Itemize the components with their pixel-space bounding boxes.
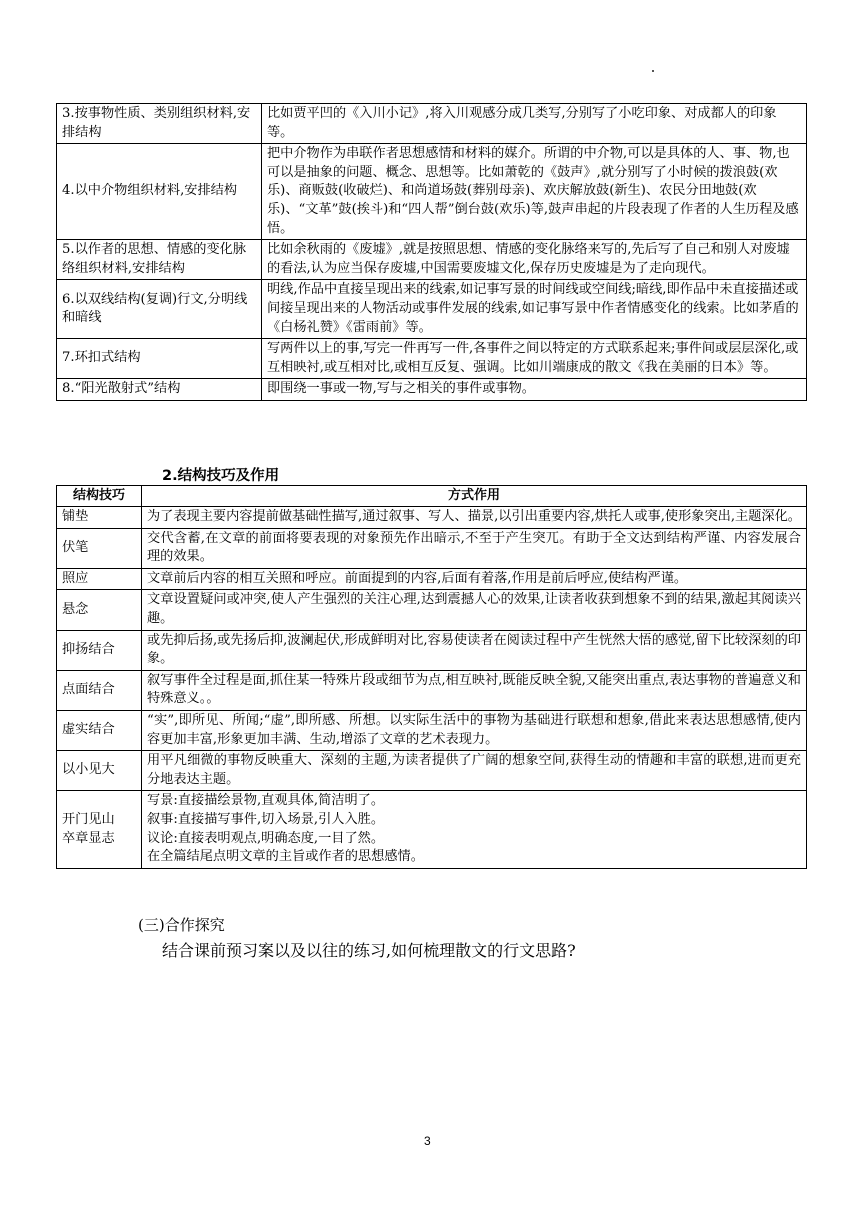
method-content: 比如余秋雨的《废墟》,就是按照思想、情感的变化脉络来写的,先后写了自己和别人对废墟的看法,认为应当保存废墟,中国需要废墟文化,保存历史废墟是为了走向现代。 — [262, 240, 807, 280]
table-row — [57, 104, 807, 144]
table-header-row — [57, 486, 807, 507]
technique-function: 文章前后内容的相互关照和呼应。前面提到的内容,后面有着落,作用是前后呼应,使结构严谨。 — [142, 568, 807, 590]
table-row — [57, 240, 807, 280]
top-mark — [652, 70, 654, 72]
technique-function: 用平凡细微的事物反映重大、深刻的主题,为读者提供了广阔的想象空间,获得生动的情趣和丰富的联想,进而更充分地表达主题。 — [142, 751, 807, 791]
section-title: (三)合作探究 — [138, 916, 225, 934]
method-label: 7.环扣式结构 — [57, 339, 262, 379]
function-line: 叙事:直接描写事件,切入场景,引人入胜。 — [147, 811, 385, 827]
technique-function: 为了表现主要内容提前做基础性描写,通过叙事、写人、描景,以引出重要内容,烘托人或事,使形象突出,主题深化。 — [142, 507, 807, 529]
method-content: 即围绕一事或一物,写与之相关的事件或事物。 — [262, 379, 807, 401]
technique-name: 抑扬结合 — [57, 630, 142, 670]
page-number: 3 — [424, 1134, 431, 1148]
table-row — [57, 791, 807, 868]
technique-function: “实”,即所见、所闻;“虚”,即所感、所想。以实际生活中的事物为基础进行联想和想象,借此来表达思想感情,使内容更加丰富,形象更加丰满、生动,增添了文章的艺术表现力。 — [142, 710, 807, 750]
technique-function — [142, 791, 807, 868]
structure-methods-table — [56, 103, 807, 401]
function-line: 议论:直接表明观点,明确态度,一目了然。 — [147, 830, 385, 846]
technique-name: 点面结合 — [57, 670, 142, 710]
table-row — [57, 590, 807, 630]
method-label: 6.以双线结构(复调)行文,分明线和暗线 — [57, 280, 262, 339]
technique-name: 虚实结合 — [57, 710, 142, 750]
technique-function: 叙写事件全过程是面,抓住某一特殊片段或细节为点,相互映衬,既能反映全貌,又能突出重点,表达事物的普遍意义和特殊意义。。 — [142, 670, 807, 710]
table-row — [57, 751, 807, 791]
method-content: 比如贾平凹的《入川小记》,将入川观感分成几类写,分别写了小吃印象、对成都人的印象等。 — [262, 104, 807, 144]
technique-function: 文章设置疑问或冲突,使人产生强烈的关注心理,达到震撼人心的效果,让读者收获到想象不到的结果,激起其阅读兴趣。 — [142, 590, 807, 630]
column-header-function: 方式作用 — [142, 486, 807, 507]
table-row — [57, 507, 807, 529]
method-label: 5.以作者的思想、情感的变化脉络组织材料,安排结构 — [57, 240, 262, 280]
technique-name: 悬念 — [57, 590, 142, 630]
method-label: 3.按事物性质、类别组织材料,安排结构 — [57, 104, 262, 144]
column-header-technique: 结构技巧 — [57, 486, 142, 507]
technique-name: 照应 — [57, 568, 142, 590]
section-heading: 2.结构技巧及作用 — [162, 468, 280, 484]
function-line: 写景:直接描绘景物,直观具体,简洁明了。 — [147, 793, 385, 809]
table-row — [57, 379, 807, 401]
table-row — [57, 568, 807, 590]
method-label: 8.“阳光散射式”结构 — [57, 379, 262, 401]
method-label: 4.以中介物组织材料,安排结构 — [57, 144, 262, 240]
table-row — [57, 670, 807, 710]
table-row — [57, 280, 807, 339]
technique-name — [57, 791, 142, 868]
table-row — [57, 144, 807, 240]
table-row — [57, 528, 807, 568]
discussion-question: 结合课前预习案以及以往的练习,如何梳理散文的行文思路? — [162, 941, 576, 960]
technique-function: 交代含蓄,在文章的前面将要表现的对象预先作出暗示,不至于产生突兀。有助于全文达到结构严谨、内容发展合理的效果。 — [142, 528, 807, 568]
technique-name-line: 开门见山 — [62, 811, 115, 827]
method-content: 把中介物作为串联作者思想感情和材料的媒介。所谓的中介物,可以是具体的人、事、物,也可以是抽象的问题、概念、思想等。比如萧乾的《鼓声》,就分别写了小时候的拨浪鼓(欢乐)、商贩鼓(收破烂)、和尚道场鼓(葬别母亲)、欢庆解放鼓(新生)、农民分田地鼓(欢乐)、“文革”鼓(挨斗)和“四人帮”倒台鼓(欢乐)等,鼓声串起的片段表现了作者的人生历程及感悟。 — [262, 144, 807, 240]
table-row — [57, 710, 807, 750]
method-content: 写两件以上的事,写完一件再写一件,各事件之间以特定的方式联系起来;事件间或层层深化,或互相映衬,或互相对比,或相互反复、强调。比如川端康成的散文《我在美丽的日本》等。 — [262, 339, 807, 379]
technique-name: 铺垫 — [57, 507, 142, 529]
technique-name-line: 卒章显志 — [62, 830, 115, 846]
technique-function: 或先抑后扬,或先扬后抑,波澜起伏,形成鲜明对比,容易使读者在阅读过程中产生恍然大悟的感觉,留下比较深刻的印象。 — [142, 630, 807, 670]
table-row — [57, 339, 807, 379]
technique-name: 以小见大 — [57, 751, 142, 791]
method-content: 明线,作品中直接呈现出来的线索,如记事写景的时间线或空间线;暗线,即作品中未直接描述或间接呈现出来的人物活动或事件发展的线索,如记事写景中作者情感变化的线索。比如茅盾的《白杨礼赞》《雷雨前》等。 — [262, 280, 807, 339]
technique-name: 伏笔 — [57, 528, 142, 568]
function-line: 在全篇结尾点明文章的主旨或作者的思想感情。 — [147, 849, 424, 865]
table-row — [57, 630, 807, 670]
structure-techniques-table — [56, 485, 807, 869]
